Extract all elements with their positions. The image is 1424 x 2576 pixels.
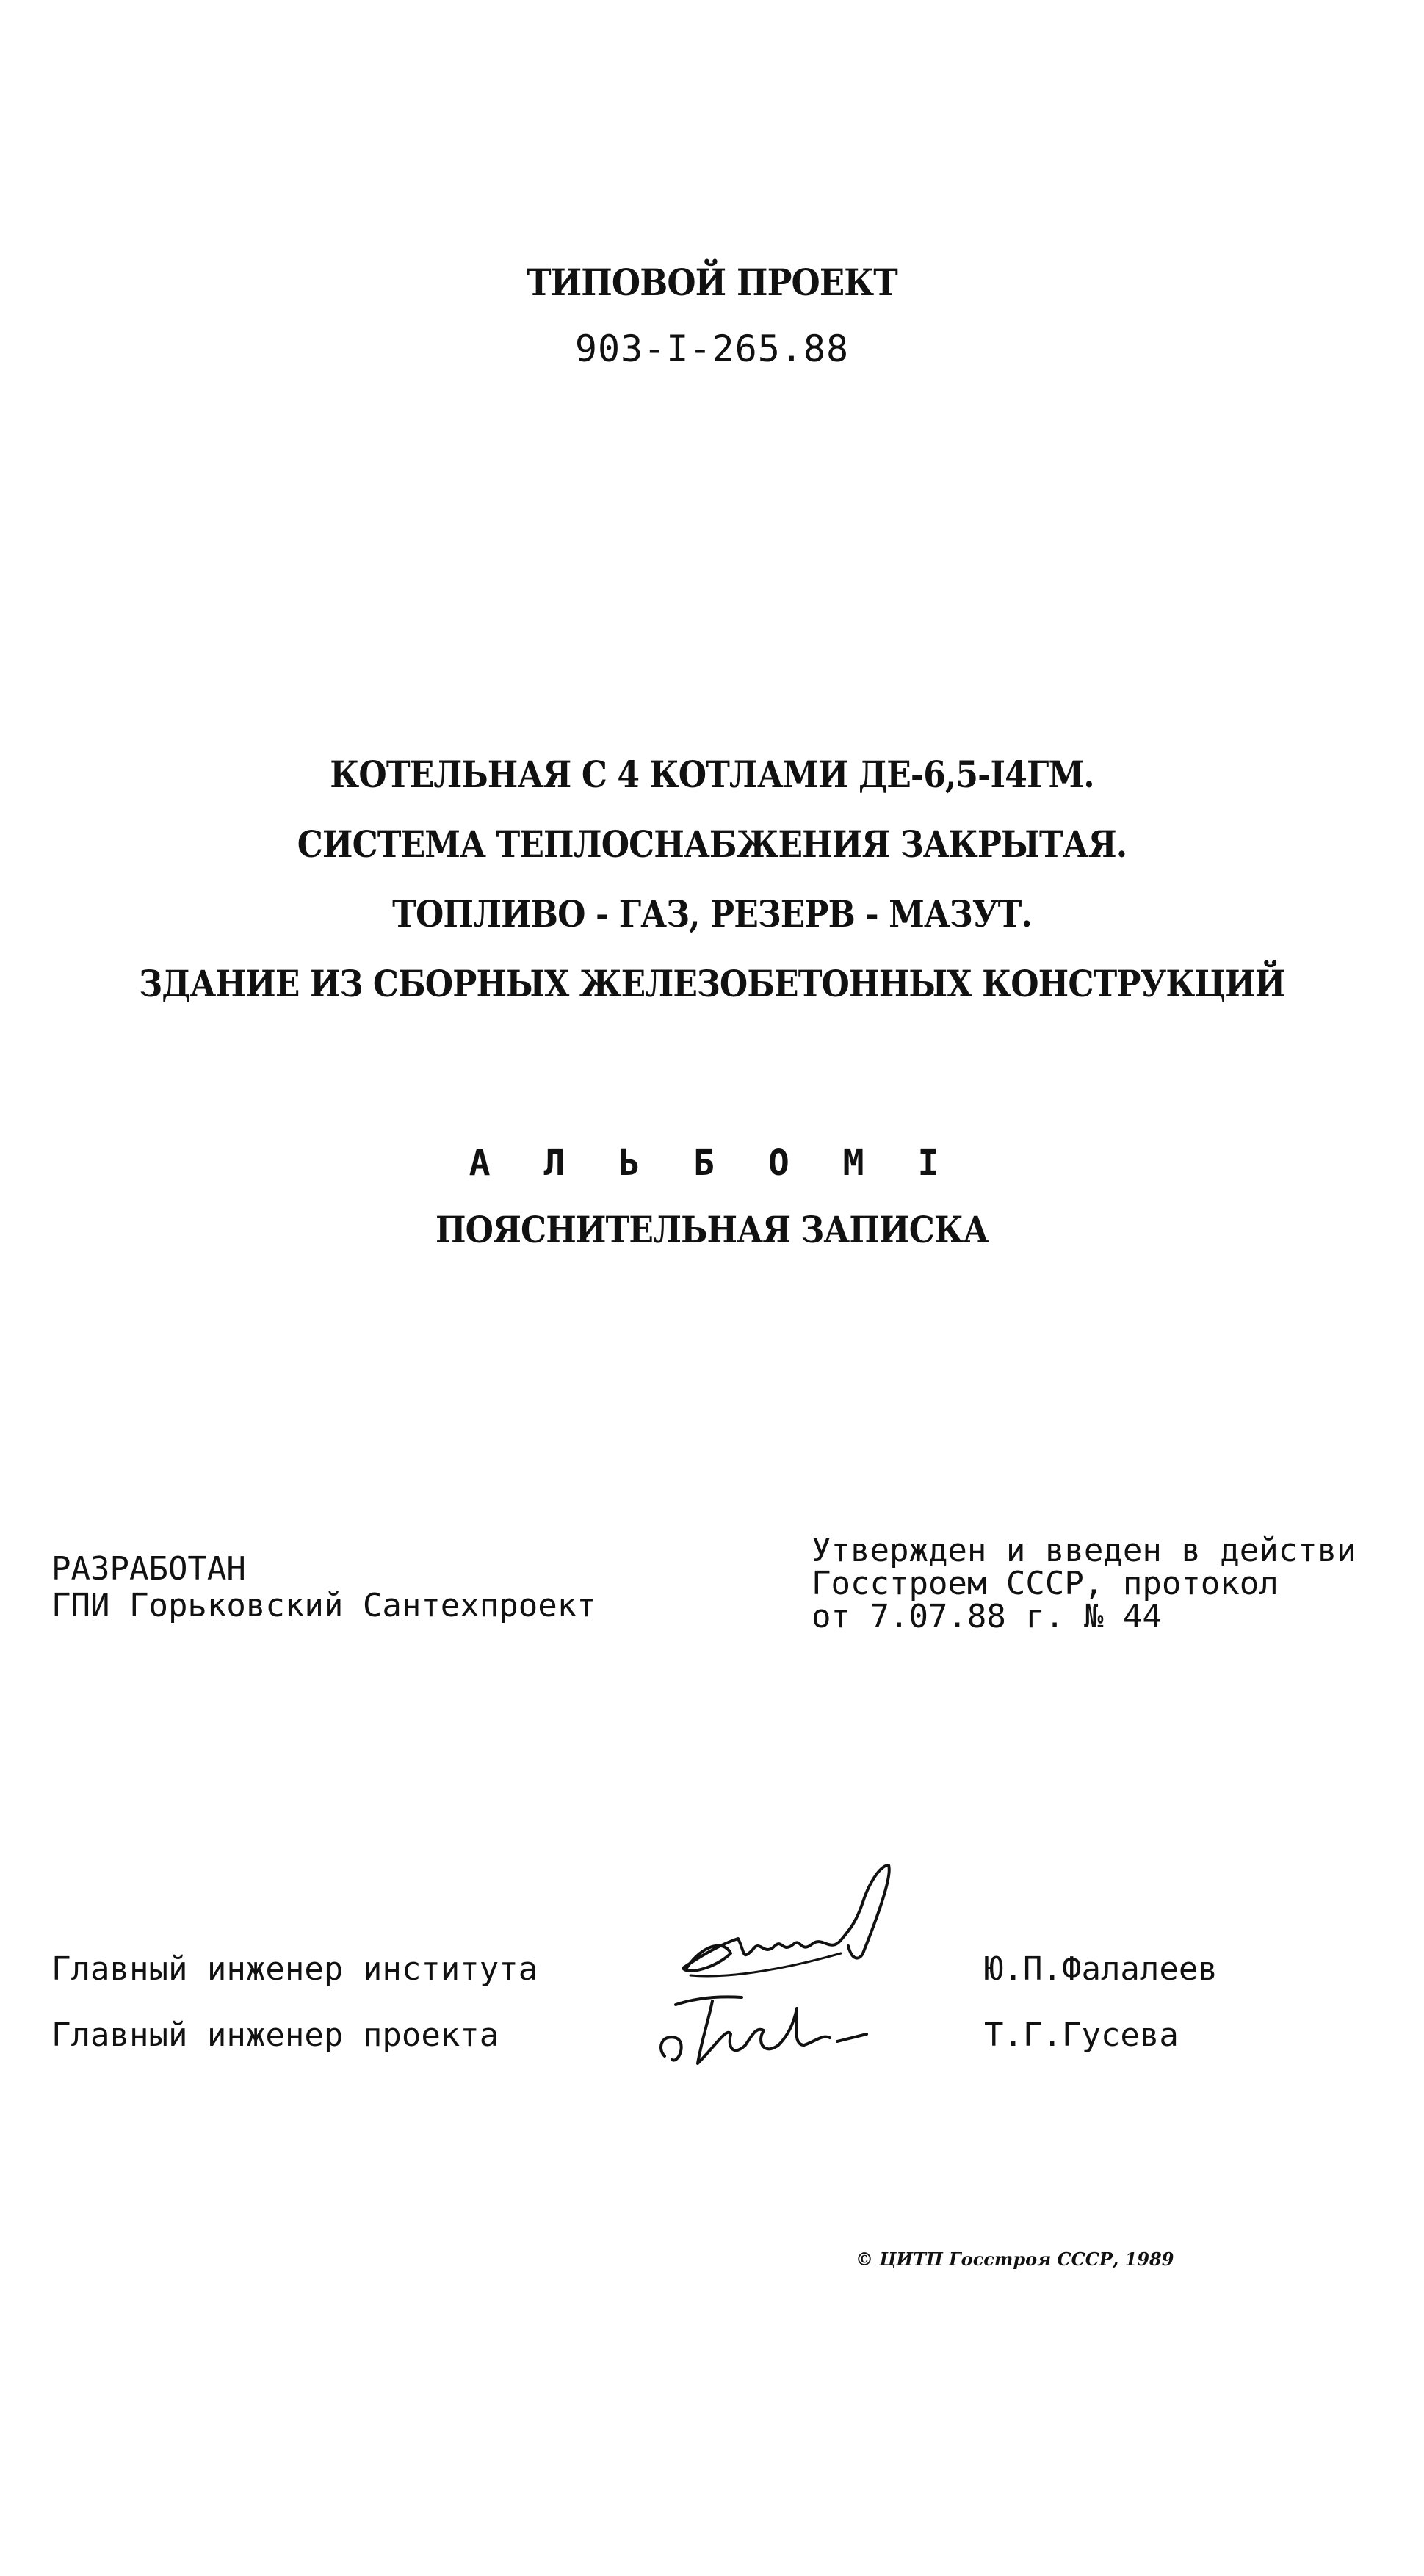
- album-label: А Л Ь Б О М I: [469, 1143, 955, 1184]
- signature-role-1: Главный инженер института: [51, 1950, 538, 1988]
- copyright-note: © ЦИТП Госстроя СССР, 1989: [856, 2248, 1174, 2270]
- signature-name-2: Т.Г.Гусева: [984, 2016, 1179, 2054]
- approval-line-3: от 7.07.88 г. № 44: [812, 1598, 1162, 1635]
- developer-label: РАЗРАБОТАН: [51, 1550, 246, 1588]
- description-line-3: ТОПЛИВО - ГАЗ, РЕЗЕРВ - МАЗУТ.: [392, 892, 1032, 936]
- project-code: 903-I-265.88: [574, 328, 850, 370]
- description-line-2: СИСТЕМА ТЕПЛОСНАБЖЕНИЯ ЗАКРЫТАЯ.: [297, 822, 1127, 866]
- description-line-1: КОТЕЛЬНАЯ С 4 КОТЛАМИ ДЕ-6,5-I4ГМ.: [330, 753, 1094, 796]
- description-line-4: ЗДАНИЕ ИЗ СБОРНЫХ ЖЕЛЕЗОБЕТОННЫХ КОНСТРУКЦИЙ: [139, 962, 1285, 1005]
- project-type-heading: ТИПОВОЙ ПРОЕКТ: [527, 261, 897, 304]
- approval-line-2: Госстроем СССР, протокол: [812, 1565, 1279, 1602]
- album-subtitle: ПОЯСНИТЕЛЬНАЯ ЗАПИСКА: [435, 1208, 989, 1251]
- approval-line-1: Утвержден и введен в действи: [812, 1532, 1356, 1569]
- signature-guseva: [646, 1975, 881, 2085]
- signature-name-1: Ю.П.Фалалеев: [984, 1950, 1218, 1988]
- signature-role-2: Главный инженер проекта: [51, 2016, 499, 2054]
- developer-organization: ГПИ Горьковский Сантехпроект: [51, 1587, 596, 1624]
